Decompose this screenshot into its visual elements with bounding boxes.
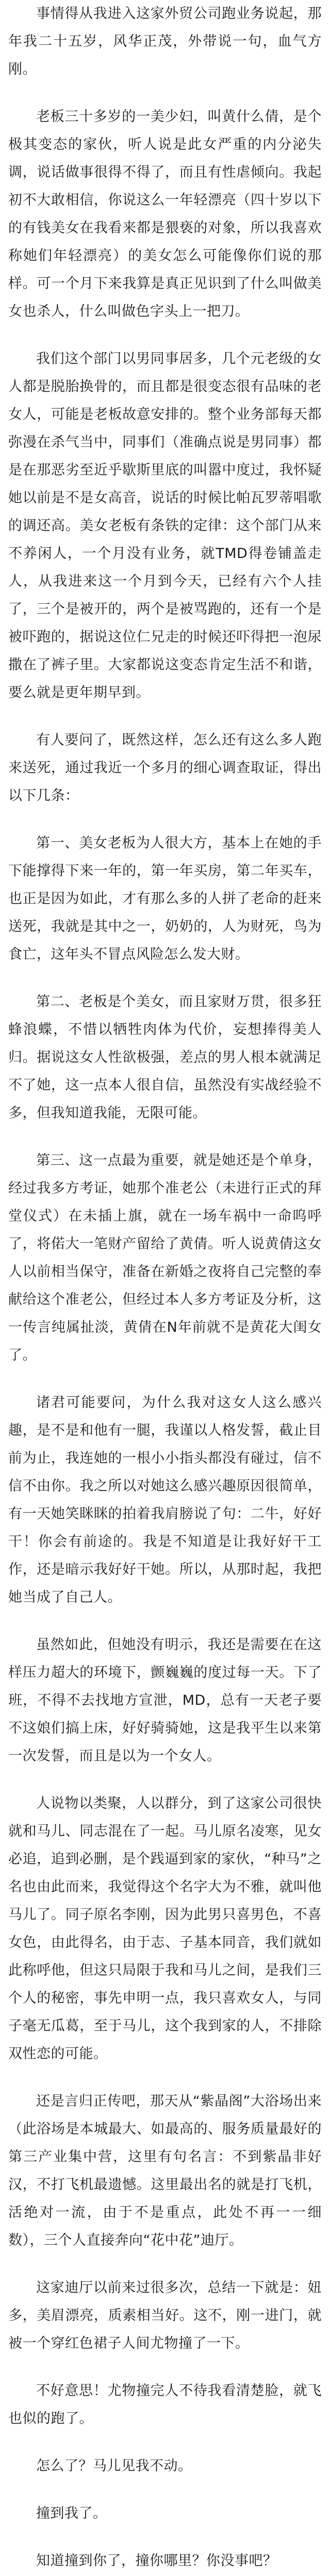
paragraph: 怎么了？马儿见我不动。 [36,2458,192,2474]
paragraph: 第二、老板是个美女，而且家财万贯，很多狂蜂浪蝶，不惜以牺牲肉体为代价，妄想捧得美人归。据说这女人性欲极强，差点的男人根本就满足不了她，这一点本人很自信，虽然没有实战经验不多，但我知道我能，无限可能。 [8,994,322,1121]
paragraph: 这家迪厅以前来过很多次，总结一下就是：妞多，美眉漂亮，质素相当好。这不，刚一进门，就被一个穿红色裙子人间尤物撞了一下。 [8,2280,322,2351]
paragraph: 我们这个部门以男同事居多，几个元老级的女人都是脱胎换骨的，而且都是很变态很有品味的老女人，可能是老板故意安排的。整个业务部每天都弥漫在杀气当中，同事们（准确点说是男同事）都是在那恶劣至近乎歇斯里底的叫嚣中度过，我怀疑她以前是不是女高音，说话的时候比帕瓦罗蒂唱歌的调还高。美女老板有条铁的定律：这个部门从来不养闲人，一个月没有业务，就TMD得卷铺盖走人，从我进来这一个月到今天，已经有六个人挂了，三个是被开的，两个是被骂跑的，还有一个是被吓跑的，据说这位仁兄走的时候还吓得把一泡尿撒在了裤子里。大家都说这变态肯定生活不和谐，要么就是更年期早到。 [8,351,322,701]
paragraph: 老板三十多岁的一美少妇，叫黄什么倩，是个极其变态的家伙，听人说是此女严重的内分泌失调，说话做事很得不得了，而且有性虐倾向。我起初不大敢相信，你说这么一年轻漂亮（四十岁以下的有钱美女在我看来都是猥亵的对象，所以我喜欢称她们年轻漂亮）的美女怎么可能像你们说的那样。可一个月下来我算是真正见识到了什么叫做美女也杀人，什么叫做色字头上一把刀。 [8,109,322,319]
paragraph: 第三、这一点最为重要，就是她还是个单身，经过我多方考证，她那个准老公（未进行正式的拜堂仪式）在未插上旗，就在一场车祸中一命呜呼了，将偌大一笔财产留给了黄倩。听人说黄倩这女人以前相当保守，准备在新婚之夜将自己完整的奉献给这个准老公，但经过本人多方考证及分析，这一传言纯属扯淡，黄倩在N年前就不是黄花大闺女了。 [8,1153,322,1363]
paragraph: 撞到我了。 [36,2505,107,2521]
paragraph: 知道撞到你了，撞你哪里？你没事吧？ [36,2553,277,2569]
paragraph: 人说物以类聚，人以群分，到了这家公司很快就和马儿、同志混在了一起。马儿原名凌寒，见女必追，追到必删，是个践逼到家的家伙，“种马”之名也由此而来，我觉得这个名字大为不雅，就叫他马儿了。同子原名李刚，因为此男只喜男色，不喜女色，由此得名，由于志、子基本同音，我们就如此称呼他，但这只局限于我和马儿之间，是我们三个人的秘密，事先申明一点，我只喜欢女人，与同子毫无瓜葛，至于马儿，这个我到家的人，不排除双性恋的可能。 [8,1795,322,2062]
paragraph: 还是言归正传吧，那天从“紫晶阁”大浴场出来（此浴场是本城最大、如最高的、服务质量最好的第三产业集中营，这里有句名言：不到紫晶非好汉，不打飞机最遗憾。这里最出名的就是打飞机，活绝对一流，由于不是重点，此处不再一一细数），三个人直接奔向“花中花”迪厅。 [8,2093,322,2248]
paragraph: 事情得从我进入这家外贸公司跑业务说起，那年我二十五岁，风华正茂，外带说一句，血气方刚。 [8,6,322,77]
paragraph: 虽然如此，但她没有明示，我还是需要在在这样压力超大的环境下，颤巍巍的度过每一天。下了班，不得不去找地方宣泄，MD，总有一天老子要不这娘们搞上床，好好骑骑她，这是我平生以来第一次发誓，而且是以为一个女人。 [8,1637,322,1764]
paragraph: 第一、美女老板为人很大方，基本上在她的手下能撑得下来一年的，第一年买房，第二年买车，也正是因为如此，才有那么多的人拼了老命的赶来送死，我就是其中之一，奶奶的，人为财死，鸟为食亡，这年头不冒点风险怎么发大财。 [8,835,322,962]
paragraph: 不好意思！尤物撞完人不待我看清楚脸，就飞也似的跑了。 [8,2383,322,2427]
paragraph: 有人要问了，既然这样，怎么还有这么多人跑来送死，通过我近一个多月的细心调查取证，得出以下几条： [8,732,322,804]
paragraph: 诸君可能要问，为什么我对这女人这么感兴趣，是不是和他有一腿，我谨以人格发誓，截止目前为止，我连她的一根小小指头都没有碰过，信不信不由你。我之所以对她这么感兴趣原因很简单，有一天她笑眯眯的拍着我肩膀说了句：二牛，好好干！你会有前途的。我是不知道是让我好好干工作，还是暗示我好好干她。所以，从那时起，我把她当成了自己人。 [8,1395,322,1605]
